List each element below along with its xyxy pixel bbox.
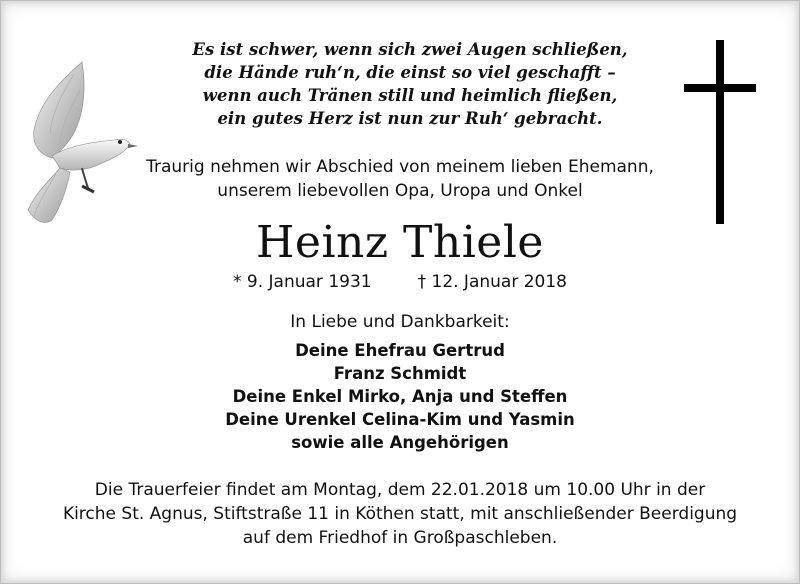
gratitude-line: In Liebe und Dankbarkeit: (290, 312, 510, 332)
mourner-line: Deine Ehefrau Gertrud (295, 341, 505, 360)
service-line: auf dem Friedhof in Großpaschleben. (242, 528, 558, 548)
funeral-service-info (50, 478, 750, 550)
birth-date: * 9. Januar 1931 (233, 272, 372, 292)
intro-text (100, 155, 700, 203)
mourner-line: Franz Schmidt (333, 364, 467, 383)
poem (150, 38, 670, 130)
mourner-line: Deine Urenkel Celina-Kim und Yasmin (225, 410, 575, 429)
death-date: † 12. Januar 2018 (417, 272, 567, 292)
poem-line: wenn auch Tränen still und heimlich fließen, (202, 86, 618, 105)
intro-line: unserem liebevollen Opa, Uropa und Onkel (217, 181, 583, 201)
mourner-line: sowie alle Angehörigen (291, 433, 509, 452)
poem-line: die Hände ruh‘n, die einst so viel geschafft – (204, 63, 616, 82)
deceased-name: Heinz Thiele (256, 217, 544, 268)
intro-line: Traurig nehmen wir Abschied von meinem lieben Ehemann, (146, 157, 654, 177)
service-line: Die Trauerfeier findet am Montag, dem 22.01.2018 um 10.00 Uhr in der (94, 480, 706, 500)
mourner-line: Deine Enkel Mirko, Anja und Steffen (232, 387, 568, 406)
service-line: Kirche St. Agnus, Stiftstraße 11 in Köthen statt, mit anschließender Beerdigung (62, 504, 738, 524)
life-dates (150, 270, 650, 294)
dove-icon (22, 60, 142, 230)
mourners-list (150, 339, 650, 454)
poem-line: ein gutes Herz ist nun zur Ruh‘ gebracht. (217, 109, 603, 128)
poem-line: Es ist schwer, wenn sich zwei Augen schließen, (192, 40, 628, 59)
